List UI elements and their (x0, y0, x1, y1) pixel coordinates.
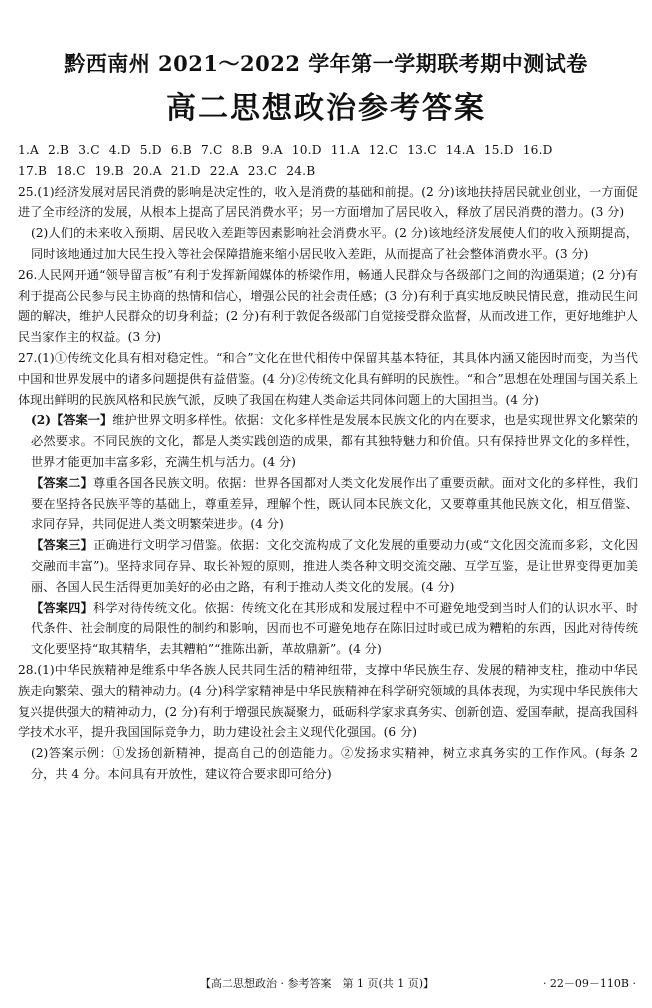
mc-answer: 15.D (483, 143, 514, 157)
mc-answer: 4.D (108, 143, 131, 157)
q27-answer-4 (18, 598, 638, 660)
q27-answer-1 (18, 410, 638, 472)
mc-answer: 24.B (286, 163, 316, 178)
mc-answer: 13.C (407, 143, 437, 157)
q25-part1: 25.(1)经济发展对居民消费的影响是决定性的，收入是消费的基础和前提。(2 分)该地扶持居民就业创业，一方面促进了全市经济的发展，从根本上提高了居民消费水平；另一方面增加了居民收入，释放了居民消费的潜力。(3 分) (18, 184, 638, 220)
mc-answer: 5.D (139, 143, 162, 157)
page-title: 高二思想政治参考答案 (166, 91, 486, 126)
mc-answer: 8.B (231, 143, 253, 157)
answer-tag-3: 【答案三】 (31, 538, 94, 553)
mc-answer: 17.B (18, 163, 48, 178)
q25-part2: (2)人们的未来收入预期、居民收入差距等因素影响社会消费水平。(2 分)该地经济发展使人们的收入预期提高，同时该地通过加大民生投入等社会保障措施来缩小居民收入差距，从而提高了社会整体消费水平。(3 分) (31, 226, 638, 261)
footer-code: · 22－09－110B · (542, 977, 636, 990)
mc-answer: 2.B (48, 143, 70, 157)
mc-answer: 12.C (368, 143, 399, 157)
mc-answer: 18.C (56, 163, 86, 178)
q27-part1: 27.(1)①传统文化具有相对稳定性。“和合”文化在世代相传中保留其基本特征，其具体内涵又能因时而变，为当代中国和世界发展中的诸多问题提供有益借鉴。(4 分)②传统文化具有鲜明的民族性。“和合”思想在处理国与国关系上体现出鲜明的民族风格和民族气派，反映了我国在构建人类命运共同体问题上的大国担当。(4 分) (18, 350, 638, 407)
mc-answer: 9.A (261, 143, 283, 157)
answer-text-1: 维护世界文明多样性。依据：文化多样性是发展本民族文化的内在要求，也是实现世界文化繁荣的必然要求。不同民族的文化，都是人类实践创造的成果，都有其独特魅力和价值。只有保持世界文化的多样性，世界才能更加丰富多彩，充满生机与活力。(4 分) (31, 413, 639, 469)
answer-text-3: 正确进行文明学习借鉴。依据：文化交流构成了文化发展的重要动力(或“文化因交流而多彩，文化因交融而丰富”)。坚持求同存异、取长补短的原则，推进人类各种文明交流交融、互学互鉴，是让世界变得更加美丽、各国人民生活得更加美好的必由之路，有利于推动人类文化的发展。(4 分) (31, 538, 638, 594)
exam-title: 黔西南州 2021～2022 学年第一学期联考期中测试卷 (64, 51, 588, 76)
mc-answer: 14.A (445, 143, 475, 157)
mc-answer: 20.A (132, 163, 162, 178)
answer-tag-4: 【答案四】 (31, 600, 93, 615)
mc-answer: 3.C (78, 143, 100, 157)
mc-answer: 21.D (170, 163, 201, 178)
q27-answer-3 (18, 535, 638, 597)
answer-text-4: 科学对待传统文化。依据：传统文化在其形成和发展过程中不可避免地受到当时人们的认识水平、时代条件、社会制度的局限性的制约和影响，因而也不可避免地存在陈旧过时或已成为糟粕的东西，因此对待传统文化要坚持“取其精华，去其糟粕”“推陈出新，革故鼎新”。(4 分) (31, 600, 639, 657)
answer-text-2: 尊重各国各民族文明。依据：世界各国都对人类文化发展作出了重要贡献。面对文化的多样性，我们要在坚持各民族平等的基础上，尊重差异，理解个性，既认同本民族文化，又要尊重其他民族文化，相互借鉴、求同存异，共同促进人类文明繁荣进步。(4 分) (31, 475, 639, 532)
mc-answer: 1.A (18, 143, 40, 157)
mc-answer: 11.A (330, 143, 360, 157)
answer-tag-2: 【答案二】 (31, 475, 93, 490)
mc-answers-row-1 (18, 140, 638, 161)
mc-answer: 6.B (170, 143, 192, 157)
footer-page-info: 【高二思想政治 · 参考答案 第 1 页(共 1 页)】 (200, 977, 435, 990)
q28-part1: 28.(1)中华民族精神是维系中华各族人民共同生活的精神纽带，支撑中华民族生存、发展的精神支柱，推动中华民族走向繁荣、强大的精神动力。(4 分)科学家精神是中华民族精神在科学研究领域的具体表现，为实现中华民族伟大复兴提供强大的精神动力，(2 分)有利于增强民族凝聚力，砥砺科学家求真务实、创新创造、爱国奉献，提高我国科学技术水平，提升我国国际竞争力，助力建设社会主义现代化强国。(6 分) (18, 662, 638, 740)
answer-tag-1: (2)【答案一】 (31, 413, 113, 428)
mc-answer: 22.A (209, 163, 239, 178)
mc-answer: 7.C (200, 143, 223, 157)
q26-answer: 26.人民网开通“领导留言板”有利于发挥新闻媒体的桥梁作用，畅通人民群众与各级部门之间的沟通渠道；(2 分)有利于提高公民参与民主协商的热情和信心，增强公民的社会责任感；(3 分)有利于真实地反映民情民意，推动民生问题的解决，维护人民群众的切身利益；(2 分)有利于敦促各级部门自觉接受群众监督，从而改进工作，更好地维护人民当家作主的权益。(3 分) (18, 267, 638, 345)
answer-body (18, 140, 638, 785)
q28-part2: (2)答案示例：①发扬创新精神，提高自己的创造能力。②发扬求实精神，树立求真务实的工作作风。(每条 2 分，共 4 分。本问具有开放性，建议符合要求即可给分) (31, 746, 638, 781)
mc-answer: 16.D (522, 143, 553, 157)
mc-answer: 10.D (291, 143, 322, 157)
mc-answers-row-2 (18, 161, 638, 182)
mc-answer: 19.B (94, 163, 124, 178)
mc-answer: 23.C (247, 163, 278, 178)
q27-answer-2 (18, 473, 638, 535)
